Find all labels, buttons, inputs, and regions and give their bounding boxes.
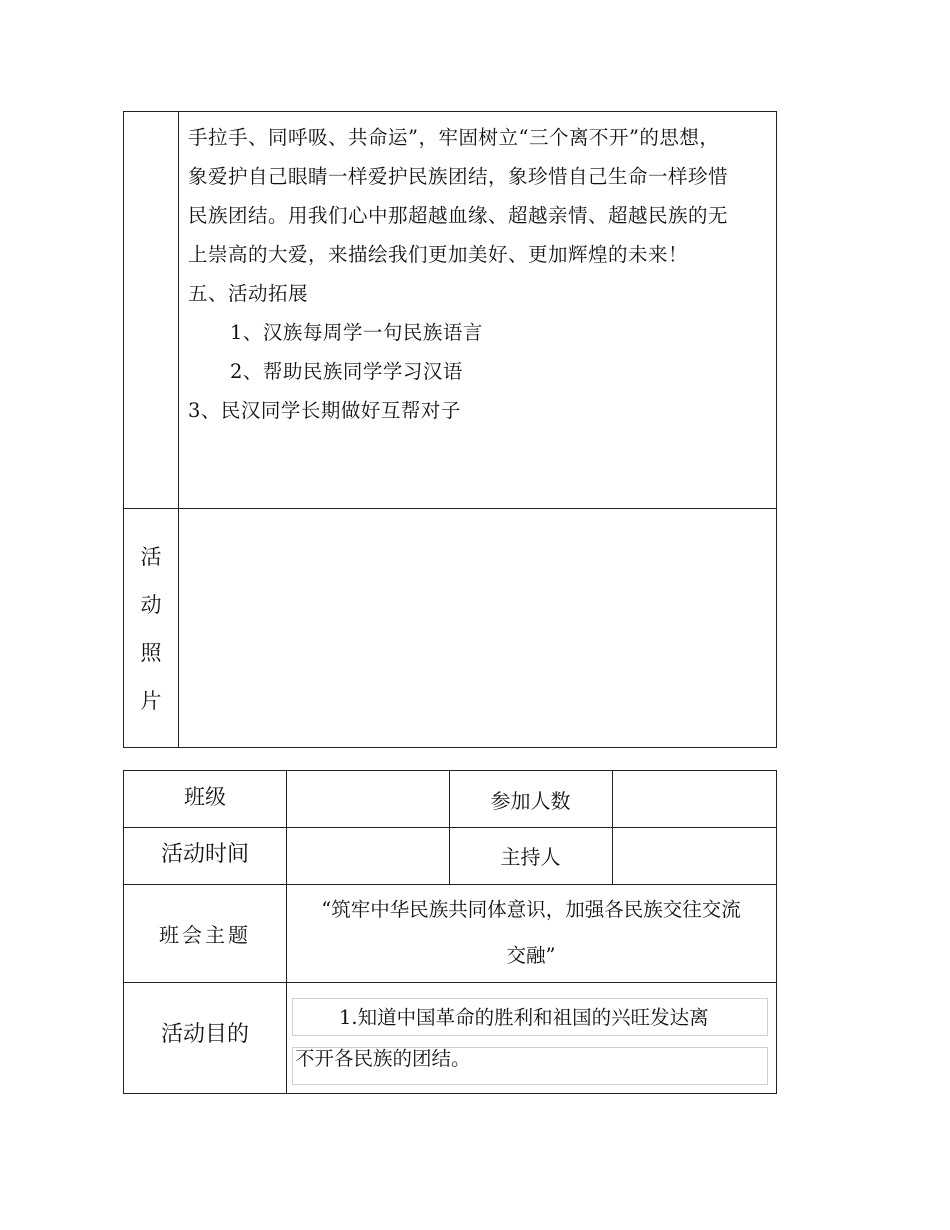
class-value: [286, 771, 449, 827]
activity-photo-row: [124, 509, 776, 747]
activity-text-row: [124, 112, 776, 509]
activity-content-table: [123, 111, 777, 748]
goal-value: [292, 998, 770, 1086]
goal-label: 活动目的: [160, 1021, 249, 1047]
photo-label-char: 片: [140, 689, 162, 713]
photo-label-char: 照: [140, 641, 162, 665]
participants-value: [612, 771, 776, 827]
goal-line: 1.知道中国革命的胜利和祖国的兴旺发达离: [292, 998, 768, 1036]
list-item: 1、汉族每周学一句民族语言: [230, 321, 483, 344]
time-label: 活动时间: [160, 841, 249, 867]
theme-line: “筑牢中华民族共同体意识，加强各民族交往交流: [321, 898, 741, 921]
section-title: 五、活动拓展: [188, 282, 309, 305]
paragraph-line: 上崇高的大爱，来描绘我们更加美好、更加辉煌的未来！: [188, 243, 689, 266]
photo-label: [124, 533, 178, 725]
paragraph-line: 手拉手、同呼吸、共命运”，牢固树立“三个离不开”的思想，: [188, 126, 720, 149]
theme-line: 交融”: [506, 944, 556, 967]
column-divider: [178, 112, 179, 508]
paragraph-line: 民族团结。用我们心中那超越血缘、超越亲情、超越民族的无: [188, 204, 729, 227]
list-item: 2、帮助民族同学学习汉语: [230, 360, 463, 383]
paragraph-line: 象爱护自己眼睛一样爱护民族团结，象珍惜自己生命一样珍惜: [188, 165, 729, 188]
list-item: 3、民汉同学长期做好互帮对子: [188, 399, 461, 422]
host-label: 主持人: [500, 845, 561, 869]
participants-label: 参加人数: [490, 788, 571, 813]
host-value: [612, 827, 776, 884]
photo-label-char: 动: [140, 593, 162, 617]
theme-value: [286, 884, 776, 982]
theme-label: 班会主题: [159, 922, 251, 947]
column-divider: [178, 509, 179, 747]
photo-label-char: 活: [140, 545, 162, 569]
goal-line: 不开各民族的团结。: [292, 1047, 768, 1085]
class-label: 班级: [184, 785, 226, 809]
time-value: [286, 827, 449, 884]
activity-text-cell: [188, 118, 770, 430]
